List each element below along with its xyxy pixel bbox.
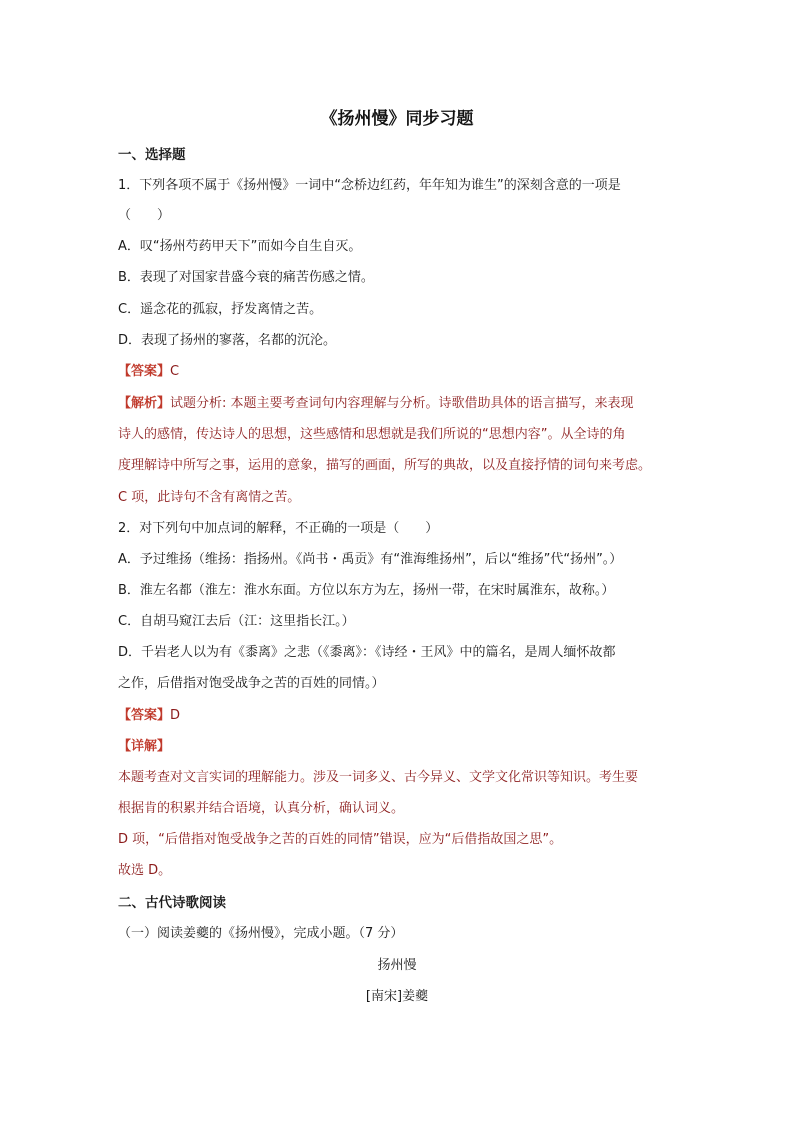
page-title: 《扬州慢》同步习题 [320, 109, 474, 129]
analysis-tag: 【解析】 [118, 396, 171, 411]
answer-tag: 【答案】 [118, 364, 171, 379]
q2-option-d-line2: 之作，后借指对饱受战争之苦的百姓的同情。） [118, 676, 385, 691]
answer-tag: 【答案】 [118, 708, 171, 723]
answer-value: C [170, 364, 180, 379]
q1-stem-blank: （ ） [118, 208, 171, 223]
q2-detail-line4: 故选 D。 [118, 863, 172, 878]
q1-option-c: C．遥念花的孤寂，抒发离情之苦。 [118, 302, 323, 317]
q1-option-d: D．表现了扬州的寥落，名都的沉沦。 [118, 333, 337, 348]
q1-analysis-line3: 度理解诗中所写之事，运用的意象，描写的画面，所写的典故，以及直接抒情的词句来考虑。 [118, 458, 652, 473]
section-heading-choice: 一、选择题 [118, 147, 186, 163]
q1-stem: 1．下列各项不属于《扬州慢》一词中“念桥边红药，年年知为谁生”的深刻含意的一项是 [118, 178, 621, 193]
q2-option-b: B．淮左名都（淮左：淮水东面。方位以东方为左，扬州一带，在宋时属淮东，故称。） [118, 583, 615, 598]
analysis-text: 试题分析: 本题主要考查词句内容理解与分析。诗歌借助具体的语言描写，来表现 [170, 396, 634, 411]
q2-detail-line2: 根据肯的积累并结合语境，认真分析，确认词义。 [118, 801, 405, 816]
q2-detail-tag: 【详解】 [118, 739, 171, 754]
q2-option-c: C．自胡马窥江去后（江：这里指长江。） [118, 614, 355, 629]
q1-answer [118, 363, 688, 381]
q2-option-a: A．予过维扬（维扬：指扬州。《尚书・禹贡》有“淮海维扬州”，后以“维扬”代“扬州”。） [118, 552, 623, 567]
reading-intro: （一）阅读姜夔的《扬州慢》，完成小题。（7 分） [118, 926, 404, 941]
q1-analysis [118, 395, 688, 413]
q1-option-b: B．表现了对国家昔盛今衰的痛苦伤感之情。 [118, 270, 374, 285]
q1-analysis-line4: C 项，此诗句不含有离情之苦。 [118, 490, 301, 505]
poem-author: [南宋]姜夔 [365, 989, 429, 1004]
q2-detail-line1: 本题考查对文言实词的理解能力。涉及一词多义、古今异义、文学文化常识等知识。考生要 [118, 770, 639, 785]
section-heading-poetry: 二、古代诗歌阅读 [118, 895, 226, 911]
poem-title: 扬州慢 [377, 958, 417, 973]
q2-answer [118, 707, 688, 725]
answer-value: D [170, 708, 181, 723]
q1-analysis-line2: 诗人的感情，传达诗人的思想，这些感情和思想就是我们所说的“思想内容”。从全诗的角 [118, 427, 626, 442]
q2-detail-line3: D 项，“后借指对饱受战争之苦的百姓的同情”错误，应为“后借指故国之思”。 [118, 832, 563, 847]
q2-option-d: D．千岩老人以为有《黍离》之悲（《黍离》：《诗经・王风》中的篇名，是周人缅怀故都 [118, 645, 616, 660]
q1-option-a: A．叹“扬州芍药甲天下”而如今自生自灭。 [118, 239, 362, 254]
q2-stem: 2．对下列句中加点词的解释，不正确的一项是（ ） [118, 521, 439, 536]
